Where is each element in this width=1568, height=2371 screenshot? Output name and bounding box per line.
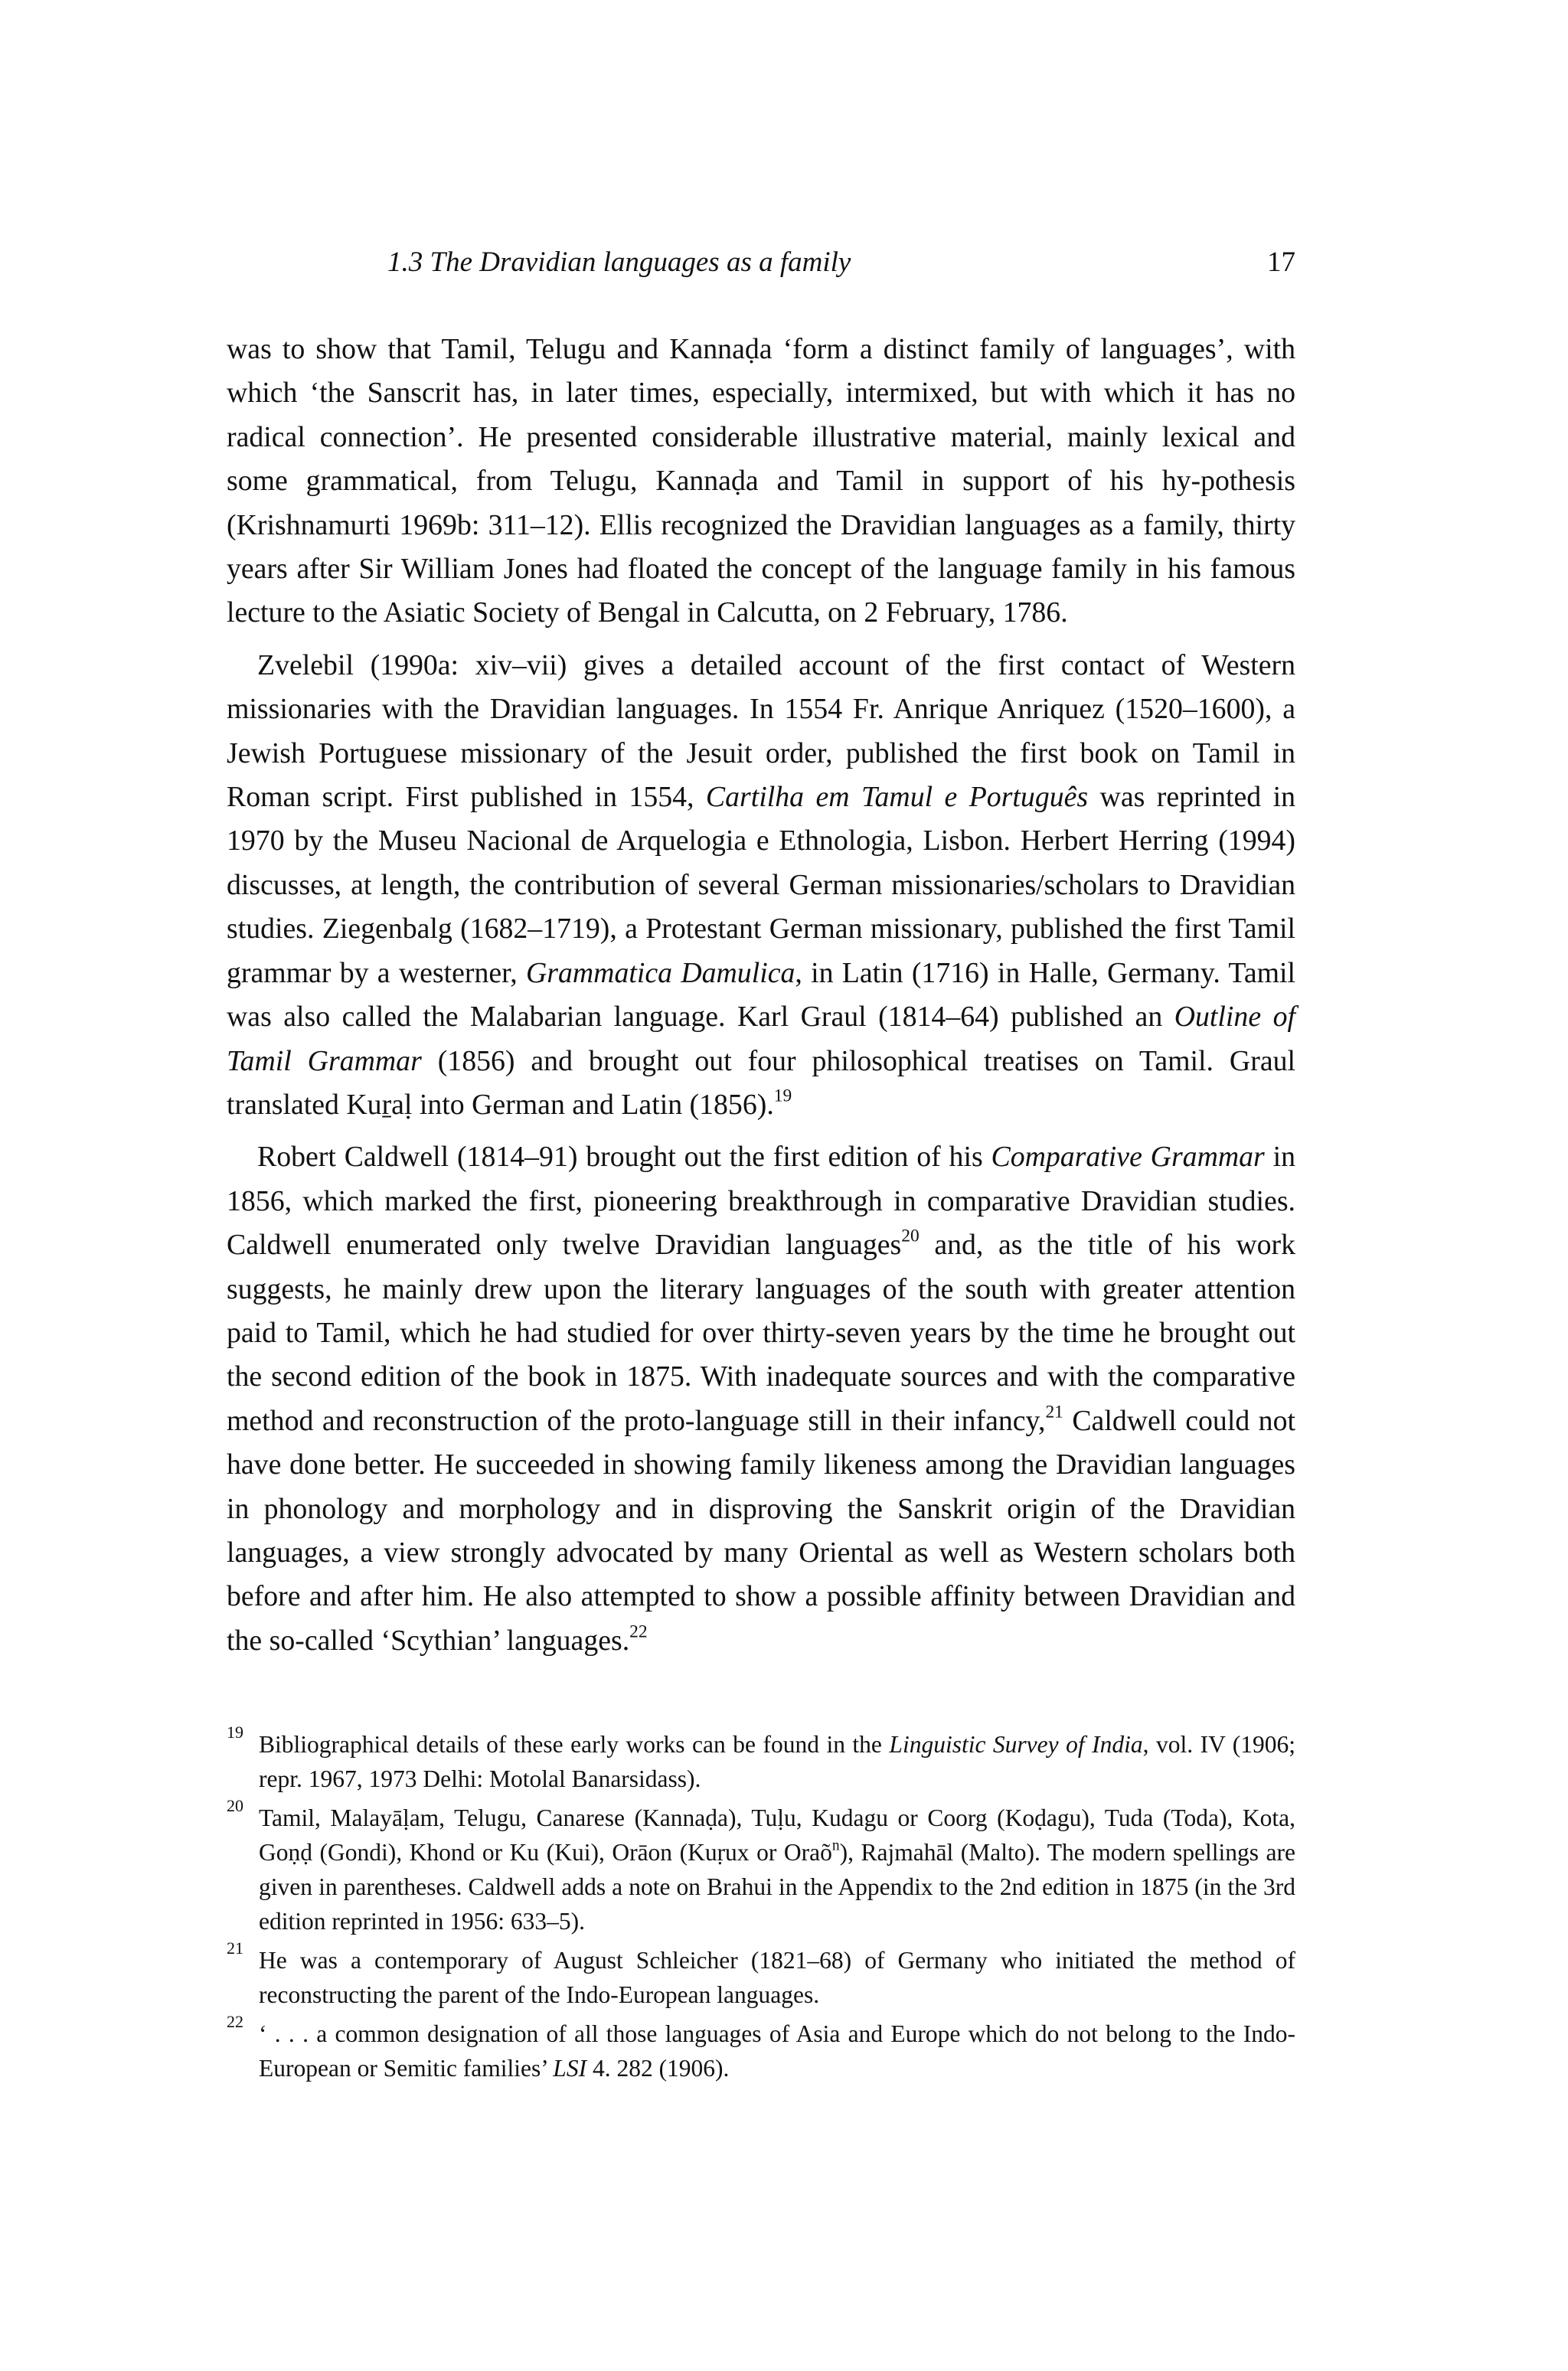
book-title: Linguistic Survey of India (889, 1731, 1143, 1758)
paragraph-2 (227, 644, 1295, 1127)
journal-abbrev: LSI (553, 2055, 587, 2082)
footnote-21 (227, 1938, 1295, 2012)
book-title: Cartilha em Tamul e Português (705, 781, 1089, 814)
text-span: , in Latin (1716) in Halle, Germany. Tamil was also called the Malabarian language. Karl Graul (1814–64) published an (227, 956, 1295, 1034)
paragraph-3 (227, 1135, 1295, 1663)
text-span: Zvelebil (1990a: xiv–vii) gives a detailed account of the first contact of Western missionaries with the Dravidian languages. In 1554 Fr. Anrique Anriquez (1520–1600), a Jewish Portuguese missionary of the Jesuit order, published the first book on Tamil in Roman script. First published in 1554, (227, 648, 1295, 814)
footnote-ref-21[interactable]: 21 (1045, 1402, 1063, 1422)
footnote-text: ), Rajmahāl (Malto). The modern spellings are given in parentheses. Caldwell adds a note on Brahui in the Appendix to the 2nd edition in 1875 (in the 3rd edition reprinted in 1956: 633–5). (259, 1839, 1295, 1935)
footnote-number: 22 (227, 2012, 243, 2031)
footnote-19 (227, 1723, 1295, 1796)
footnote-22 (227, 2012, 1295, 2085)
text-span: was reprinted in 1970 by the Museu Nacional de Arquelogia e Ethnologia, Lisbon. Herbert Herring (1994) discusses, at length, the contribution of several German missionaries/scholars to Dravidian studies. Ziegenbalg (1682–1719), a Protestant German missionary, published the first Tamil grammar by a westerner, (227, 781, 1295, 989)
footnote-text: Tamil, Malayāḷam, Telugu, Canarese (Kannaḍa), Tuḷu, Kudagu or Coorg (Koḍagu), Tuda (Toda), Kota, Goṇḍ (Gondi), Khond or Ku (Kui), Orāon (Kuṛux or Oraõ (259, 1804, 1295, 1866)
footnote-ref-20[interactable]: 20 (901, 1226, 920, 1246)
footnote-number: 19 (227, 1723, 243, 1742)
footnote-text: 4. 282 (1906). (586, 2055, 730, 2082)
section-title: 1.3 The Dravidian languages as a family (387, 247, 851, 278)
footnote-20 (227, 1796, 1295, 1938)
footnote-ref-22[interactable]: 22 (629, 1621, 648, 1642)
text-span: (1856) and brought out four philosophical treatises on Tamil. Graul translated Kuṟaḷ into German and Latin (1856). (227, 1044, 1295, 1121)
book-title: Outline of Tamil Grammar (227, 1001, 1295, 1077)
footnote-text: ‘ . . . a common designation of all those languages of Asia and Europe which do not belong to the Indo-European or Semitic families’ (259, 2020, 1295, 2082)
superscript-n: n (831, 1837, 840, 1854)
footnotes (227, 1723, 1295, 2090)
footnote-number: 21 (227, 1938, 243, 1958)
text-span: Caldwell could not have done better. He succeeded in showing family likeness among the Dravidian languages in phonology and morphology and in disproving the Sanskrit origin of the Dravidian languages, a view strongly advocated by many Oriental as well as Western scholars both before and after him. He also attempted to show a possible affinity between Dravidian and the so-called ‘Scythian’ languages. (227, 1404, 1295, 1657)
text-span: Robert Caldwell (1814–91) brought out the first edition of his (257, 1141, 991, 1174)
book-title: Grammatica Damulica (525, 956, 795, 989)
main-text (227, 328, 1295, 1671)
footnote-text: , vol. IV (1906; repr. 1967, 1973 Delhi: Motolal Banarsidass). (259, 1731, 1295, 1792)
text-span: in 1856, which marked the first, pioneering breakthrough in comparative Dravidian studies. Caldwell enumerated only twelve Dravidian languages (227, 1141, 1295, 1262)
footnote-text: He was a contemporary of August Schleicher (1821–68) of Germany who initiated the method of reconstructing the parent of the Indo-European languages. (259, 1947, 1295, 2008)
book-title: Comparative Grammar (991, 1141, 1265, 1174)
footnote-ref-19[interactable]: 19 (773, 1086, 792, 1106)
text-span: and, as the title of his work suggests, he mainly drew upon the literary languages of the south with greater attention paid to Tamil, which he had studied for over thirty-seven years by the time he brought out the second edition of the book in 1875. With inadequate sources and with the comparative method and reconstruction of the proto-language still in their infancy, (227, 1229, 1296, 1437)
paragraph-1: was to show that Tamil, Telugu and Kannaḍa ‘form a distinct family of languages’, with which ‘the Sanscrit has, in later times, especially, intermixed, but with which it has no radical connection’. He presented considerable illustrative material, mainly lexical and some grammatical, from Telugu, Kannaḍa and Tamil in support of his hy-pothesis (Krishnamurti 1969b: 311–12). Ellis recognized the Dravidian languages as a family, thirty years after Sir William Jones had floated the concept of the language family in his famous lecture to the Asiatic Society of Bengal in Calcutta, on 2 February, 1786. (227, 333, 1295, 629)
page-number: 17 (1267, 247, 1295, 278)
footnote-text: Bibliographical details of these early works can be found in the (259, 1731, 890, 1758)
running-header (227, 243, 1295, 282)
footnote-number: 20 (227, 1796, 243, 1815)
